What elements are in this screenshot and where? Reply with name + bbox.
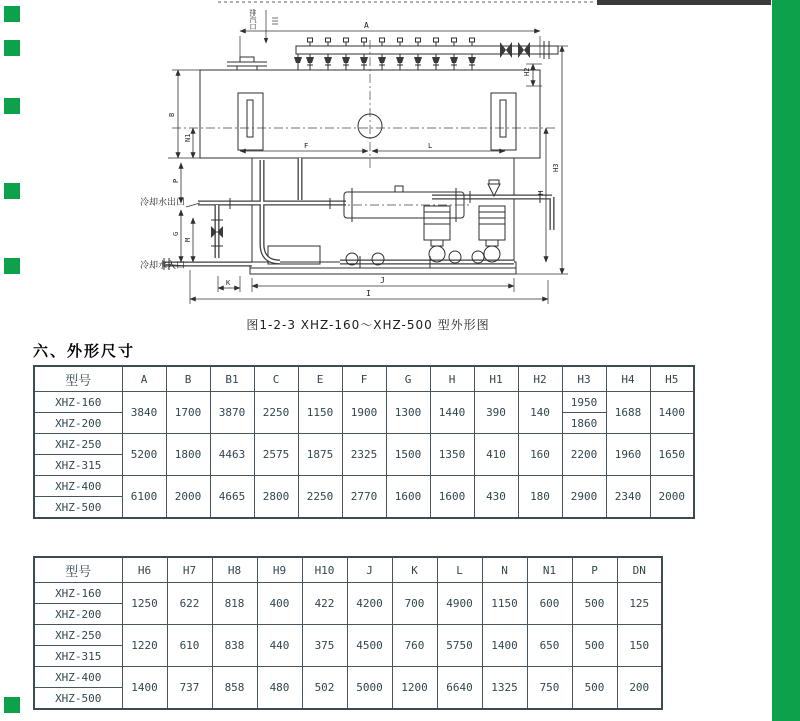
table-cell: 600	[527, 583, 572, 625]
model-cell: XHZ-160	[34, 392, 122, 413]
table-cell: 1400	[122, 667, 167, 710]
table-cell: 430	[474, 476, 518, 519]
column-header: A	[122, 366, 166, 392]
table-cell: 6640	[437, 667, 482, 710]
table-cell: 6100	[122, 476, 166, 519]
dim-label-P: P	[172, 178, 180, 183]
table-cell: 500	[572, 625, 617, 667]
table-cell: 737	[167, 667, 212, 710]
table-cell: 2000	[166, 476, 210, 519]
model-cell: XHZ-250	[34, 434, 122, 455]
outline-drawing	[0, 0, 800, 340]
top-nozzle	[227, 57, 267, 70]
column-header: H9	[257, 557, 302, 583]
table-cell: 500	[572, 583, 617, 625]
table-cell: 2800	[254, 476, 298, 519]
table-cell: 160	[518, 434, 562, 476]
steam-manifold	[294, 38, 558, 70]
table-cell: 1350	[430, 434, 474, 476]
column-header: P	[572, 557, 617, 583]
dim-label-F: F	[304, 142, 309, 150]
column-header: G	[386, 366, 430, 392]
table-cell: 5200	[122, 434, 166, 476]
table-cell: 150	[617, 625, 662, 667]
table-cell: 1250	[122, 583, 167, 625]
piping-core	[163, 158, 552, 264]
model-cell: XHZ-200	[34, 604, 122, 625]
cooling-water-inlet-label: 冷却水入口	[140, 261, 186, 271]
dim-label-N1: N1	[184, 133, 192, 142]
column-header: H3	[562, 366, 606, 392]
model-cell: XHZ-160	[34, 583, 122, 604]
piping	[163, 158, 552, 264]
table-cell: 410	[474, 434, 518, 476]
vent-label: 排汽口	[249, 9, 257, 30]
pump-unit-1	[424, 206, 450, 262]
table-cell: 838	[212, 625, 257, 667]
table-cell: 440	[257, 625, 302, 667]
table-cell: 1200	[392, 667, 437, 710]
dim-label-J: J	[380, 276, 385, 285]
table-cell: 1300	[386, 392, 430, 434]
column-header: J	[347, 557, 392, 583]
table-cell: 2770	[342, 476, 386, 519]
table-cell: 1600	[430, 476, 474, 519]
model-cell: XHZ-400	[34, 476, 122, 497]
table-cell: 375	[302, 625, 347, 667]
table-cell: 3870	[210, 392, 254, 434]
column-header: N1	[527, 557, 572, 583]
table-row	[34, 434, 694, 455]
dim-F-L	[240, 142, 505, 151]
bottom-dimensions	[190, 270, 548, 304]
column-header: 型号	[34, 366, 122, 392]
dimension-table-1	[33, 365, 695, 519]
table-cell: 1800	[166, 434, 210, 476]
table-cell: 1325	[482, 667, 527, 710]
table-cell: 180	[518, 476, 562, 519]
table-cell: 4463	[210, 434, 254, 476]
model-cell: XHZ-500	[34, 497, 122, 519]
model-cell: XHZ-200	[34, 413, 122, 434]
dim-label-H3: H3	[552, 163, 560, 172]
column-header: N	[482, 557, 527, 583]
column-header: B1	[210, 366, 254, 392]
table-cell: 1950	[562, 392, 606, 413]
table-cell: 818	[212, 583, 257, 625]
table-cell: 390	[474, 392, 518, 434]
table-cell: 502	[302, 667, 347, 710]
page-top-cut	[218, 0, 771, 5]
table-cell: 2000	[650, 476, 694, 519]
column-header: K	[392, 557, 437, 583]
table-row	[34, 667, 662, 688]
column-header: H6	[122, 557, 167, 583]
table-cell: 1500	[386, 434, 430, 476]
cooling-water-outlet-label: 冷却水出口	[140, 198, 186, 208]
dim-label-L: L	[428, 142, 433, 150]
column-header: H5	[650, 366, 694, 392]
table-cell: 2200	[562, 434, 606, 476]
table-cell: 3840	[122, 392, 166, 434]
table-cell: 1860	[562, 413, 606, 434]
dim-label-G: G	[172, 231, 180, 236]
figure-caption: 图1-2-3 XHZ-160～XHZ-500 型外形图	[246, 318, 490, 332]
table-cell: 125	[617, 583, 662, 625]
column-header: 型号	[34, 557, 122, 583]
dim-label-K: K	[226, 279, 231, 287]
table-cell: 400	[257, 583, 302, 625]
column-header: H1	[474, 366, 518, 392]
cooling-water-callouts	[140, 196, 200, 271]
table-cell: 1440	[430, 392, 474, 434]
column-header: C	[254, 366, 298, 392]
table-cell: 2250	[254, 392, 298, 434]
table-cell: 4500	[347, 625, 392, 667]
table-cell: 760	[392, 625, 437, 667]
sight-glass-right	[491, 93, 516, 150]
table-cell: 1900	[342, 392, 386, 434]
table-cell: 1150	[482, 583, 527, 625]
column-header: DN	[617, 557, 662, 583]
table-cell: 422	[302, 583, 347, 625]
table-cell: 622	[167, 583, 212, 625]
table-cell: 1400	[482, 625, 527, 667]
table-cell: 5000	[347, 667, 392, 710]
table-cell: 1650	[650, 434, 694, 476]
table-cell: 2900	[562, 476, 606, 519]
table-header-row	[34, 366, 694, 392]
dim-label-H2: H2	[523, 67, 531, 76]
table-cell: 500	[572, 667, 617, 710]
dim-label-H: H	[537, 190, 545, 195]
table-cell: 1688	[606, 392, 650, 434]
model-cell: XHZ-400	[34, 667, 122, 688]
table-header-row	[34, 557, 662, 583]
table-cell: 480	[257, 667, 302, 710]
table-row	[34, 392, 694, 413]
table-cell: 1960	[606, 434, 650, 476]
table-cell: 2250	[298, 476, 342, 519]
right-dimensions	[516, 46, 568, 274]
model-cell: XHZ-500	[34, 688, 122, 710]
model-cell: XHZ-315	[34, 646, 122, 667]
column-header: H10	[302, 557, 347, 583]
column-header: F	[342, 366, 386, 392]
table-cell: 1400	[650, 392, 694, 434]
green-scan-square	[4, 697, 20, 713]
table-cell: 2340	[606, 476, 650, 519]
column-header: H8	[212, 557, 257, 583]
vent-callout	[249, 8, 278, 43]
dim-label-B: B	[168, 112, 176, 117]
column-header: H	[430, 366, 474, 392]
table-cell: 750	[527, 667, 572, 710]
table-row	[34, 583, 662, 604]
column-header: L	[437, 557, 482, 583]
table-cell: 1600	[386, 476, 430, 519]
column-header: H2	[518, 366, 562, 392]
dim-label-I: I	[366, 289, 371, 298]
table-cell: 140	[518, 392, 562, 434]
dim-A	[240, 21, 540, 62]
table-cell: 1220	[122, 625, 167, 667]
table-cell: 650	[527, 625, 572, 667]
table-cell: 1700	[166, 392, 210, 434]
column-header: E	[298, 366, 342, 392]
table-cell: 4665	[210, 476, 254, 519]
table-cell: 700	[392, 583, 437, 625]
dimension-table-2	[33, 556, 663, 710]
table-row	[34, 625, 662, 646]
table-cell: 4900	[437, 583, 482, 625]
dim-label-M: M	[184, 237, 192, 242]
table-cell: 4200	[347, 583, 392, 625]
table-cell: 2575	[254, 434, 298, 476]
table-cell: 1150	[298, 392, 342, 434]
column-header: H4	[606, 366, 650, 392]
model-cell: XHZ-315	[34, 455, 122, 476]
column-header: B	[166, 366, 210, 392]
section-heading: 六、外形尺寸	[33, 342, 136, 360]
table-cell: 2325	[342, 434, 386, 476]
table-cell: 5750	[437, 625, 482, 667]
model-cell: XHZ-250	[34, 625, 122, 646]
table-cell: 610	[167, 625, 212, 667]
table-cell: 1875	[298, 434, 342, 476]
table-cell: 200	[617, 667, 662, 710]
cooling-water-cooler	[336, 186, 472, 222]
table-cell: 858	[212, 667, 257, 710]
left-dimensions	[168, 70, 200, 262]
sight-glass-left	[238, 93, 263, 150]
dim-label-A: A	[364, 21, 369, 30]
table-row	[34, 476, 694, 497]
column-header: H7	[167, 557, 212, 583]
